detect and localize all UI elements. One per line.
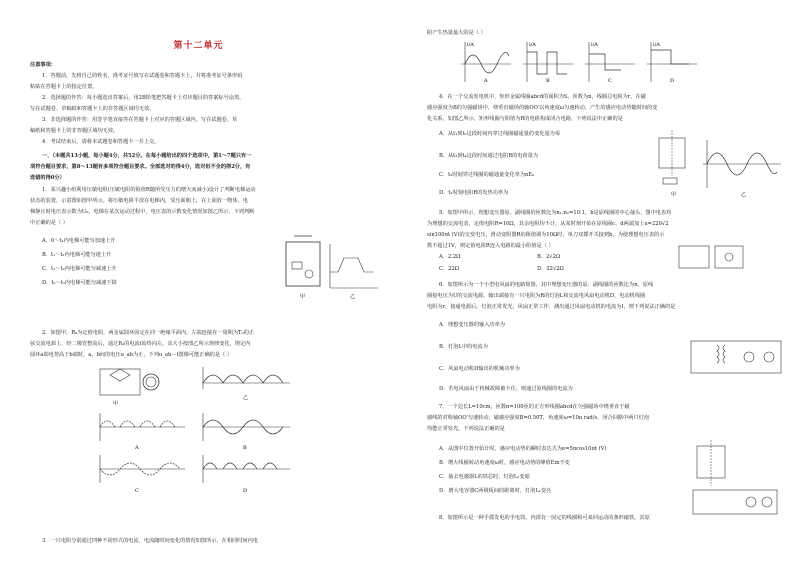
q6-option: B．灯泡L中的电流为 [439,344,488,350]
q7-stem: 感线的对称轴OO′匀速转动，磁感应强度B=0.50T，角速度ω=10π rad/s，闭合回路中两只灯泡 [427,415,650,421]
q3-axis-label: i/A [591,42,598,48]
q1-option: D．t₂～t₃内电梯可能匀减速下降 [42,280,117,286]
section-heading: 一、（本题共13小题，每小题4分，共52分。在每小题给出的四个选项中，第1～7题只有一 [42,153,252,159]
q4-label-jia: 甲 [671,192,677,198]
q3-stem-cont: 阻产生热量最大的是（ ） [427,30,486,36]
q4-label-yi: 乙 [741,192,747,198]
q2-stem: 弦交流电源上，经二极管整流后，通过R₀的电流i始终向左，其大小按图乙所示规律变化，规定内 [30,341,251,347]
notice-line: 粘贴在答题卡上的指定位置。 [30,84,98,90]
q2-stem: 圆环a端电势高于b端时，a、b间的电压u_ab为正，下列u_ab－t图像可能正确的是（ ） [30,352,233,358]
q4-figure [655,128,785,200]
q3-axis-label: i/A [529,42,536,48]
q5-option: B．2√2Ω [537,254,561,260]
section-heading: 选错的得0分） [30,175,65,181]
q2-label-jia: 甲 [113,401,119,407]
notice-line: 写在试题卷、草稿纸和答题卡上的非答题区域均无效。 [30,106,155,112]
q4-stem: 化关系，如图乙所示，矩形线圈与阻值为R的电阻构成闭合电路，下列说法中正确的是 [427,116,623,122]
q8-stem: 8．如图所示是一种手摇发电的手电筒，内部有一固定的线圈和可来回运动的条形磁铁，其原 [439,515,650,521]
q1-stem: 梯静止时电压表示数为U₀，电梯在某次运动过程中，电压表的示数变化情况如图乙所示，下列判断 [30,209,255,215]
q5-option: D．22√2Ω [537,266,564,272]
right-page [397,0,794,562]
q4-option: B．从t₃到t₄这段时间通过电阻R的电荷量为 [439,153,539,159]
q7-option: C．抽去电感器L的铁芯时，灯泡L₂变暗 [439,474,530,480]
q1-stem: 1．某兴趣小组利用压敏电阻(压敏电阻的阻值R随所受压力的增大而减小)设计了判断电梯运动 [42,187,256,193]
notice-line: 3．非选择题的作答：用签字笔直接答在答题卡上对应的答题区域内。写在试题卷、草 [42,117,238,123]
q7-option: D．增大电容器C两极板间的距离时，灯泡L₁变亮 [439,488,552,494]
q6-stem: 圈接电压为U的交流电源，输出端接有一只电阻为R的灯泡L和交流电风扇电动机D，电动机线圈 [427,293,646,299]
q1-stem: 状态的装置，示意图如图甲所示。将压敏电阻平放在电梯内，受压面朝上，在上面放一物体，电 [30,198,248,204]
q5-stem: 为理想的交流电表，定值电阻R=10Ω，其余电阻均不计，从某时刻开始在原线圈c、d两端加上u=220√2 [427,221,669,227]
page-title: 第十二单元 [173,41,224,51]
q6-option: D．若电风扇由于机械故障被卡住，则通过原线圈的电流为 [439,386,573,392]
q1-option: A．0～t₁内电梯可能匀加速上升 [42,238,116,244]
q2-option-a: A [135,445,139,451]
q3-label-a: A [484,78,488,84]
q6-option: A．理想变压器的输入功率为 [439,322,505,328]
q7-stem: 7．一个边长L=10cm，匝数n=100匝的正方形线圈abcd在匀强磁场中绕垂直于磁 [439,404,630,410]
q5-option: C．22Ω [439,266,460,272]
q5-stem: 5．如图甲所示，理想变压器原、副线圈的匝数比为n₁:n₂=10:1，b是原线圈的中心抽头，图中电表均 [439,210,672,216]
q5-stem: 数不超过1V，则定值电阻R连入电路的最小阻值是（ ） [427,243,554,249]
q5-figure [675,242,747,272]
q3-label-b: B [546,78,550,84]
q4-option: A．从t₁到t₃这段时间内穿过线圈磁通量的变化量为零 [439,131,561,137]
q2-option-d: D [243,488,248,494]
notice-line: 2．选择题的作答：每小题选出答案后，用2B铅笔把答题卡上对应题目的答案标号涂黑， [42,95,245,101]
q7-option: A．从图中位置开始计时，感应电动势的瞬时表达式为e=5πcos10πt (V) [439,446,607,452]
q2-stem: 2．如图甲，R₀为定值电阻，两金属圆环固定在同一绝缘平面内，左端连接在一周期为T₀的正 [42,330,254,336]
q7-stem: 均能正常发光，下列说法正确的是 [427,426,505,432]
notice-line: 稿纸和答题卡上的非答题区域均无效。 [30,128,119,134]
q2-figures [95,365,295,495]
q3-axis-label: i/A [467,42,474,48]
section-heading: 项符合题目要求，第8～13题有多项符合题目要求。全部选对的得4分，选对但不全的得2分，有 [30,164,251,170]
q1-option: B．t₁～t₂内电梯可能匀速上升 [42,252,112,258]
notice-line: 1．答题前，先将自己的姓名、准考证号填写在试题卷和答题卡上，并将准考证号条形码 [42,73,243,79]
q3-stem: 3．一只电阻分别通过四种不同形式的电流，电流随时间变化的情况如图所示，在相同时间内电 [42,538,258,544]
q4-option: D．t₁时刻电阻R的发热功率为 [439,190,509,196]
q5-stem: sin100πt (V)的交变电压，滑动变阻器R的阻值调为10Ω时，单刀双掷开关接到b，为使理想电压表的示 [427,232,665,238]
q4-stem: 4．在一个交流发电机中，矩形金属线圈abcd的面积为S，匝数为n，线圈总电阻为r，在磁 [439,94,646,100]
q6-option: C．风扇电动机D输出的机械功率为 [439,366,520,372]
q4-stem: 感应强度为B的匀强磁场中，绕垂直磁场的轴OO′以角速度ω匀速转动，产生的感应电动势随时间的变 [427,105,658,111]
q1-stem: 中正确的是（ ） [30,220,68,226]
q3-label-c: C [608,78,612,84]
notice-heading: 注意事项： [30,62,56,68]
figure-label-jia: 甲 [300,294,306,300]
q4-option: C．t₃时刻穿过线圈的磁通量变化率为nE₀ [439,172,535,178]
q2-option-c: C [135,488,139,494]
q1-figure [282,232,382,314]
q3-axis-label: i/A [653,42,660,48]
q3-label-d: D [670,78,675,84]
figure-label-yi: 乙 [350,294,356,300]
q3-graphs [459,40,699,84]
q6-stem: 电阻为r，接通电源后，灯泡正常发光，风扇正常工作，测出通过风扇电动机的电流为I，则下列说法正确的是 [427,304,676,310]
q7-option: B．增大线圈转动角速度ω时，感应电动势的峰值Em不变 [439,460,570,466]
q7-figure [687,440,787,520]
notice-line: 4．考试结束后，请将本试题卷和答题卡一并上交。 [42,139,160,145]
q5-option: A．2.2Ω [439,254,461,260]
q6-figure [687,335,787,379]
q2-option-b: B [243,445,247,451]
q2-label-yi: 乙 [243,395,249,401]
q1-option: C．t₁～t₂内电梯可能匀减速上升 [42,266,117,272]
q6-stem: 6．如图所示为一个小型电风扇的电路简图，其中理想变压器的原、副线圈的匝数比为n，原线 [439,282,654,288]
